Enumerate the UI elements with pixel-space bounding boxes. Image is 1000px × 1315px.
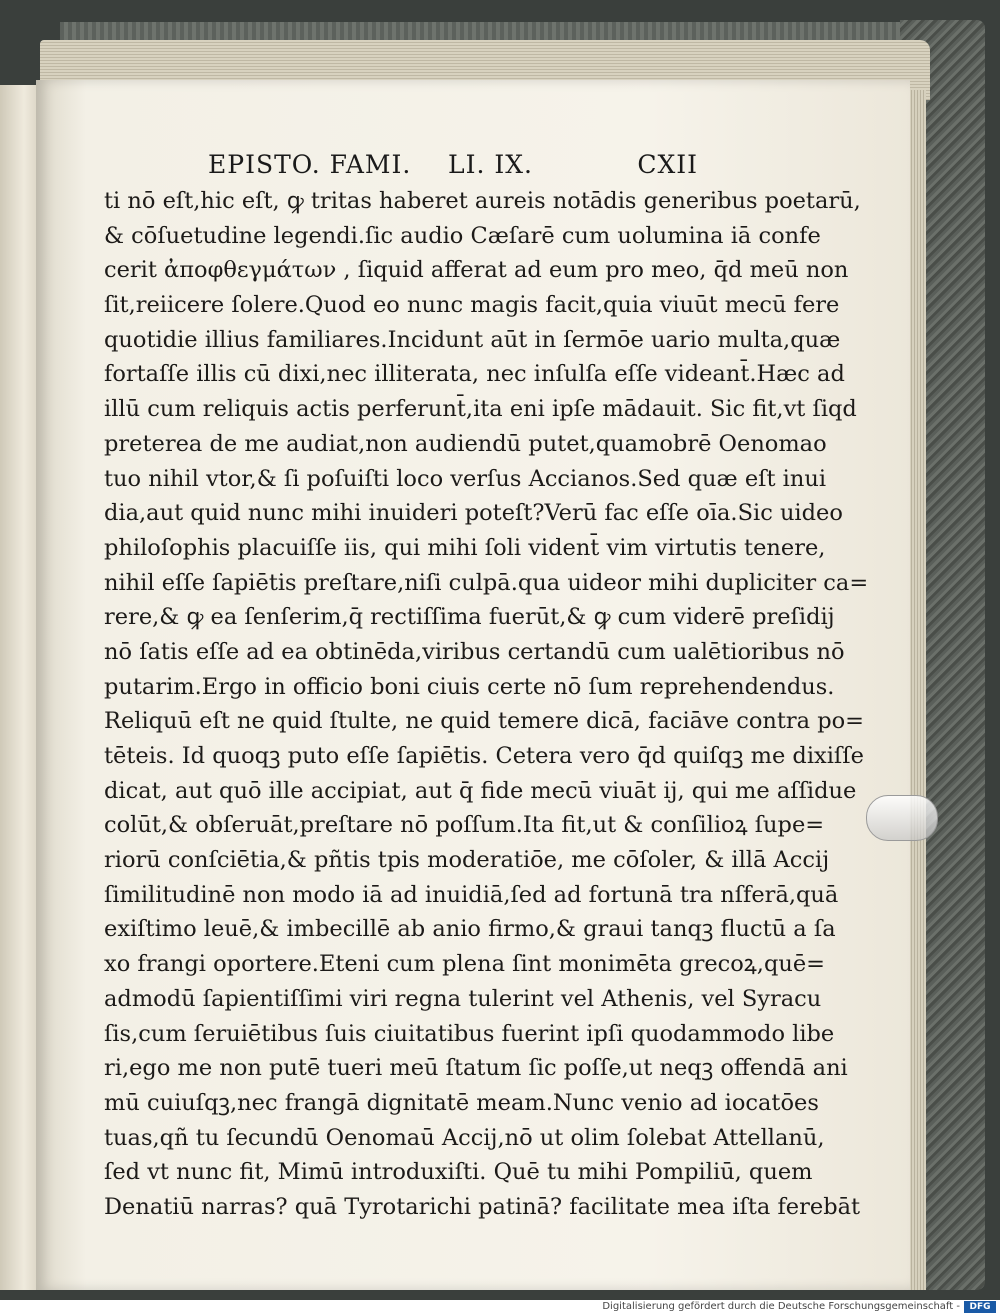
folio-number: CXII [637,150,698,179]
text-line: Denatiū narras? quā Tyrotarichi patinā? facilitate mea iſta ferebāt [104,1193,861,1220]
text-line: ſimilitudinē non modo iā ad inuidiā,ſed ad fortunā tra nſferā,quā [104,881,839,908]
body-text [104,184,869,1225]
text-line: ri,ego me non putē tueri meū ſtatum ſic poſſe,ut neqꝫ offendā ani [104,1055,848,1082]
page-clip [866,795,938,841]
running-title: EPISTO. FAMI. [208,150,412,179]
left-page-edge [0,85,40,1290]
text-line: quotidie illius familiares.Incidunt aūt in ſermōe uario multa,quæ [104,326,841,353]
text-line: fortaſſe illis cū dixi,nec illiterata, nec inſulſa eſſe videant̄.Hæc ad [104,361,845,388]
text-line: riorū conſciētia,& pñtis tpis moderatiōe, me cōſoler, & illā Accij [104,847,830,874]
text-line: putarim.Ergo in officio boni ciuis certe nō ſum reprehendendus. [104,673,835,700]
digitization-credit: Digitalisierung gefördert durch die Deutsche Forschungsgemeinschaft - [602,1301,960,1312]
text-line: tuo nihil vtor,& ſi poſuiſti loco verſus Accianos.Sed quæ eſt inui [104,465,827,492]
text-line: illū cum reliquis actis perferunt̄,ita eni ipſe mādauit. Sic fit,vt ſiqd [104,396,857,423]
text-line: colūt,& obſeruāt,preſtare nō poſſum.Ita fit,ut & conſilioꝝ ſupe= [104,812,825,839]
page-header [208,150,698,186]
text-line: ſis,cum ſeruiētibus ſuis ciuitatibus fuerint ipſi quodammodo libe [104,1020,835,1047]
text-line: Reliquū eſt ne quid ſtulte, ne quid temere dicā, faciāve contra po= [104,708,865,735]
text-line: preterea de me audiat,non audiendū putet,quamobrē Oenomao [104,430,827,457]
text-line: rere,& ꝙ ea ſenſerim,q̄ rectiſſima fuerūt,& ꝙ cum viderē preſidij [104,604,835,631]
text-line: admodū ſapientiſſimi viri regna tulerint vel Athenis, vel Syracu [104,985,822,1012]
text-line: ſed vt nunc fit, Mimū introduxiſti. Quē tu mihi Pompiliū, quem [104,1159,813,1186]
text-line: nō ſatis eſſe ad ea obtinēda,viribus certandū cum ualētioribus nō [104,638,845,665]
text-line: & cōſuetudine legendi.ſic audio Cæſarē cum uolumina iā confe [104,222,821,249]
text-line: xo frangi oportere.Eteni cum plena ſint monimēta grecoꝝ,quē= [104,951,826,978]
text-line: mū cuiuſqꝫ,nec frangā dignitatē meam.Nunc venio ad iocatōes [104,1089,819,1116]
book-number: LI. IX. [448,150,533,179]
text-line: ſit,reiicere ſolere.Quod eo nunc magis facit,quia viuūt mecū fere [104,292,840,319]
text-line: philoſophis placuiſſe iis, qui mihi ſoli vident̄ vim virtutis tenere, [104,534,826,561]
text-line: dicat, aut quō ille accipiat, aut q̄ fide mecū viuāt ij, qui me aſſidue [104,777,857,804]
text-line: ti nō eſt,hic eſt, ꝙ tritas haberet aureis notādis generibus poetarū, [104,188,861,214]
text-line: cerit ἀποφθεγμάτων , ſiquid afferat ad eum pro meo, q̄d meū non [104,257,849,284]
text-line: exiſtimo leuē,& imbecillē ab anio firmo,& graui tanqꝫ fluctū a ſa [104,916,836,943]
text-line: nihil eſſe ſapiētis preſtare,niſi culpā.qua uideor mihi dupliciter ca= [104,569,869,596]
text-line: tēteis. Id quoqꝫ puto eſſe ſapiētis. Cetera vero q̄d quiſqꝫ me dixiſſe [104,743,864,769]
text-line: tuas,qñ tu ſecundū Oenomaū Accij,nō ut olim ſolebat Attellanū, [104,1124,825,1151]
text-line: dia,aut quid nunc mihi inuideri poteſt?Verū fac eſſe oīa.Sic uideo [104,500,843,527]
dfg-logo: DFG [964,1301,996,1313]
